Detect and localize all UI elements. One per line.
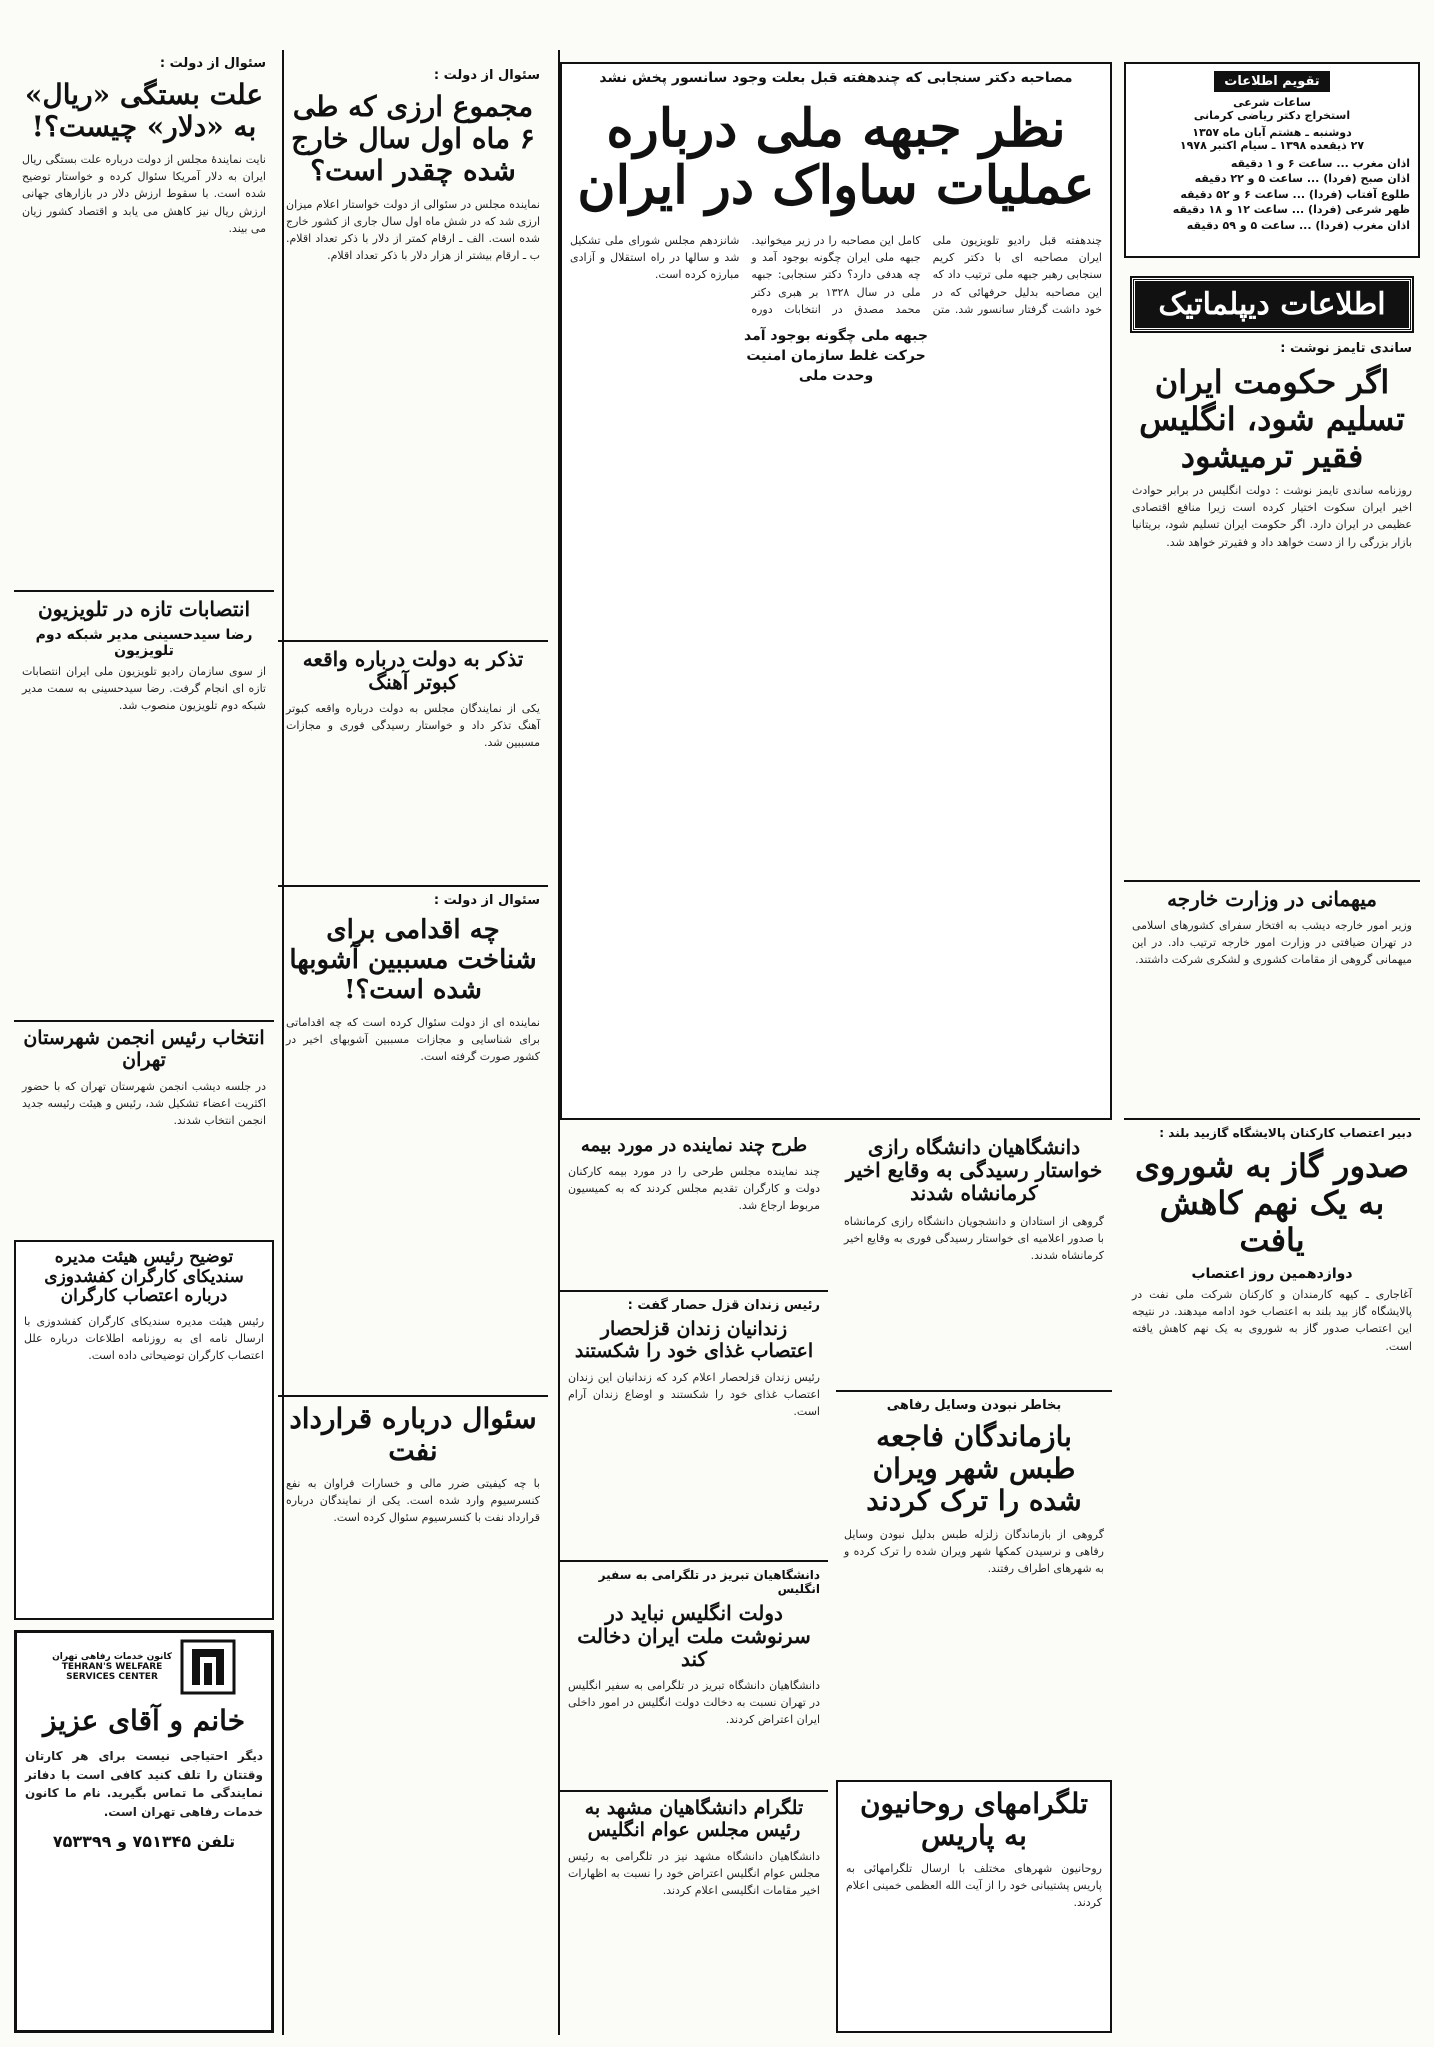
gas-article — [1124, 1118, 1420, 2033]
rial-kicker: سئوال از دولت : — [159, 56, 266, 71]
tabriz-kicker: دانشگاهیان تبریز در تلگرامی به سفیر انگلیس — [598, 1568, 820, 1596]
welfare-body: دیگر احتیاجی نیست برای هر کارتان وقتتان را تلف کنید کافی است با دفاتر نمایندگی ما تماس بگیرید. نام ما کانون خدمات رفاهی تهران است. — [25, 1749, 263, 1819]
oil-body: با چه کیفیتی ضرر مالی و خسارات فراوان به نفع کنسرسیوم وارد شده است. یکی از نمایندگان درباره قرارداد نفت با کنسرسیوم سئوال کرده است. — [286, 1477, 540, 1525]
calendar-source: ساعات شرعی استخراج دکتر ریاضی کرمانی — [1193, 96, 1351, 122]
razi-body: گروهی از استادان و دانشجویان دانشگاه رازی کرمانشاه با صدور اعلامیه ای خواستار رسیدگی فوری به وقایع اخیر کرمانشاه شدند. — [844, 1215, 1104, 1263]
currency-outflow-article — [278, 62, 548, 622]
calendar-times — [1134, 156, 1410, 233]
gas-kicker: دبیر اعتصاب کارکنان پالایشگاه گازبید بلند : — [1159, 1126, 1412, 1140]
column-rule — [282, 50, 284, 2035]
foreign-ministry-article — [1124, 880, 1420, 1070]
unrest-article — [278, 885, 548, 1385]
appointments-subhead: رضا سیدحسینی مدیر شبکه دوم تلویزیون — [35, 627, 253, 659]
prayer-time: ظهر شرعی (فردا) ... ساعت ۱۲ و ۱۸ دقیقه — [1172, 203, 1410, 217]
unrest-body: نماینده ای از دولت سئوال کرده است که چه اقداماتی برای شناسایی و مجازات مسببین آشوبهای اخیر در کشور صورت گرفته است. — [286, 1015, 540, 1063]
main-subhead-3: وحدت ملی — [798, 367, 874, 384]
tabriz-headline: دولت انگلیس نباید در سرنوشت ملت ایران دخالت کند — [577, 1601, 811, 1671]
oil-article — [278, 1395, 548, 2033]
kabutar-article — [278, 640, 548, 870]
appointments-body: از سوی سازمان رادیو تلویزیون ملی ایران انتصابات تازه ای انجام گرفت. رضا سیدحسینی به سمت مدیر شبکه دوم تلویزیون منصوب شد. — [22, 665, 266, 713]
main-story — [560, 62, 1112, 1120]
rial-headline: علت بستگی «ریال» به «دلار» چیست؟! — [24, 78, 264, 144]
diplomatic-banner: اطلاعات دیپلماتیک — [1132, 278, 1412, 331]
paris-body: روحانیون شهرهای مختلف با ارسال تلگرامهائی به پاریس پشتیبانی خود را از آیت الله العظمی خمینی اعلام کردند. — [846, 1862, 1102, 1910]
unrest-headline: چه اقدامی برای شناخت مسببین آشوبها شده است؟! — [289, 915, 537, 1005]
calendar-box — [1124, 62, 1420, 258]
prayer-time: طلوع آفتاب (فردا) ... ساعت ۶ و ۵۲ دقیقه — [1180, 187, 1410, 201]
rial-body: نایت نمایندهٔ مجلس از دولت درباره علت بستگی ریال ایران به دلار آمریکا سئوال کرده و خواستار توضیح شده است. با سقوط ارزش دلار در بازارهای جهانی ارزش ریال نیز کاهش می یابد و اقتصاد کشور زیان می بیند. — [22, 153, 266, 235]
insurance-headline: طرح چند نماینده در مورد بیمه — [580, 1135, 808, 1156]
diplomatic-body: روزنامه ساندی تایمز نوشت : دولت انگلیس در برابر حوادث اخیر ایران سکوت اختیار کرده است زیرا منافع اقتصادی عظیمی در ایران دارد. اگر حکومت ایران تسلیم شود، بریتانیا بازار بزرگی را از دست خواهد داد و فقیرتر خواهد شد. — [1132, 484, 1412, 549]
razi-headline: دانشگاهیان دانشگاه رازی خواستار رسیدگی به وقایع اخیر کرمانشاه شدند — [845, 1135, 1103, 1205]
diplomatic-section — [1124, 272, 1420, 782]
gas-headline: صدور گاز به شوروی به یک نهم کاهش یافت — [1134, 1147, 1410, 1259]
tabas-kicker: بخاطر نبودن وسایل رفاهی — [886, 1398, 1062, 1413]
foreign-ministry-body: وزیر امور خارجه دیشب به افتخار سفرای کشورهای اسلامی در تهران ضیافتی در وزارت امور خارجه ترتیب داد. در این میهمانی گروهی از مقامات کشوری و لشکری شرکت داشتند. — [1132, 919, 1412, 967]
razi-article — [836, 1130, 1112, 1380]
mashhad-article — [560, 1790, 828, 2033]
prison-kicker: رئیس زندان قزل حصار گفت : — [627, 1298, 820, 1313]
main-subhead-1: جبهه ملی چگونه بوجود آمد — [744, 327, 928, 344]
rial-article — [14, 50, 274, 580]
tehran-council-body: در جلسه دیشب انجمن شهرستان تهران که با حضور اکثریت اعضاء تشکیل شد، رئیس و هیئت رئیسه جدید انجمن انتخاب شدند. — [22, 1079, 266, 1127]
column-rule — [558, 50, 560, 2035]
prayer-time: اذان مغرب (فردا) ... ساعت ۵ و ۵۹ دقیقه — [1186, 218, 1410, 232]
tabriz-article — [560, 1560, 828, 1780]
gas-subhead: دوازدهمین روز اعتصاب — [1191, 1266, 1353, 1283]
currency-outflow-kicker: سئوال از دولت : — [433, 68, 540, 83]
mashhad-body: دانشگاهیان دانشگاه مشهد نیز در تلگرامی به رئیس مجلس عوام انگلیس اعتراض خود را نسبت به اظهارات اخیر مقامات انگلیسی اعلام کردند. — [568, 1849, 820, 1897]
prayer-time: اذان صبح (فردا) ... ساعت ۵ و ۲۲ دقیقه — [1194, 172, 1410, 186]
insurance-article — [560, 1130, 828, 1280]
unions-headline: توضیح رئیس هیئت مدیره سندیکای کارگران کفشدوزی درباره اعتصاب کارگران — [44, 1247, 244, 1307]
welfare-phone: تلفن ۷۵۱۳۴۵ و ۷۵۳۳۹۹ — [52, 1831, 236, 1851]
welfare-logo-caption: کانون خدمات رفاهی تهران TEHRAN'S WELFARE SERVICES CENTER — [52, 1652, 172, 1682]
tabas-article — [836, 1390, 1112, 1770]
kabutar-body: یکی از نمایندگان مجلس به دولت درباره واقعه کبوتر آهنگ تذکر داد و خواستار رسیدگی فوری و مجازات مسببین شد. — [286, 702, 540, 750]
unrest-kicker: سئوال از دولت : — [433, 893, 540, 908]
mashhad-headline: تلگرام دانشگاهیان مشهد به رئیس مجلس عوام انگلیس — [584, 1797, 804, 1841]
kabutar-headline: تذکر به دولت درباره واقعه کبوتر آهنگ — [302, 647, 524, 694]
foreign-ministry-headline: میهمانی در وزارت خارجه — [1167, 887, 1377, 911]
unions-article — [14, 1240, 274, 1620]
tehran-council-headline: انتخاب رئیس انجمن شهرستان تهران — [23, 1027, 265, 1071]
calendar-date: دوشنبه ـ هشتم آبان ماه ۱۳۵۷ ۲۷ ذیقعده ۱۳۹۸ ـ سیام اکتبر ۱۹۷۸ — [1179, 126, 1365, 152]
main-kicker: مصاحبه دکتر سنجابی که چندهفته قبل بعلت وجود سانسور پخش نشد — [599, 70, 1073, 86]
main-subhead-2: حرکت غلط سازمان امنیت — [746, 347, 926, 364]
appointments-article — [14, 590, 274, 1010]
paris-headline: تلگرامهای روحانیون به پاریس — [859, 1787, 1088, 1853]
prison-body: رئیس زندان قزلحصار اعلام کرد که زندانیان این زندان اعتصاب غذای خود را شکستند و اوضاع زندان آرام است. — [568, 1370, 820, 1418]
main-body: چندهفته قبل رادیو تلویزیون ملی ایران مصاحبه ای با دکتر کریم سنجابی رهبر جبهه ملی ترتیب داد که این مصاحبه بدلیل حرفهائی که در خود داشت گرفتار سانسور شد. متن کامل این مصاحبه را در زیر میخوانید. جبهه ملی ایران چگونه بوجود آمد و چه هدفی دارد؟ دکتر سنجابی: جبهه ملی در سال ۱۳۲۸ بر هبری دکتر محمد مصدق در انتخابات دوره شانزدهم مجلس شورای ملی تشکیل شد و سالها در راه استقلال و آزادی مبارزه کرده است. — [570, 234, 1102, 316]
insurance-body: چند نماینده مجلس طرحی را در مورد بیمه کارکنان دولت و کارگران تقدیم مجلس کردند که به کمیسیون مربوط ارجاع شد. — [568, 1164, 820, 1212]
diplomatic-headline: اگر حکومت ایران تسلیم شود، انگلیس فقیر ترمیشود — [1139, 363, 1405, 475]
tabas-headline: بازماندگان فاجعه طبس شهر ویران شده را ترک کردند — [866, 1420, 1082, 1518]
tabriz-body: دانشگاهیان دانشگاه تبریز در تلگرامی به سفیر انگلیس در تهران نسبت به دخالت دولت انگلیس در امور داخلی ایران اعتراض کردند. — [568, 1679, 820, 1727]
oil-headline: سئوال درباره قرارداد نفت — [289, 1402, 537, 1468]
tabas-body: گروهی از بازماندگان زلزله طبس بدلیل نبودن وسایل رفاهی و نرسیدن کمکها شهر ویران شده را ترک کرده و به شهرهای اطراف رفتند. — [844, 1527, 1104, 1575]
tehran-council-article — [14, 1020, 274, 1230]
main-headline: نظر جبهه ملی درباره عملیات ساواک در ایران — [577, 98, 1095, 217]
prison-article — [560, 1290, 828, 1550]
prayer-time: اذان مغرب ... ساعت ۶ و ۱ دقیقه — [1230, 157, 1410, 170]
paris-article — [836, 1780, 1112, 2033]
prison-headline: زندانیان زندان قزلحصار اعتصاب غذای خود را شکستند — [574, 1318, 814, 1362]
welfare-ad — [14, 1630, 274, 2033]
appointments-headline: انتصابات تازه در تلویزیون — [37, 597, 251, 621]
welfare-logo-icon — [180, 1639, 236, 1695]
calendar-badge: تقویم اطلاعات — [1214, 71, 1329, 92]
unions-body: رئیس هیئت مدیره سندیکای کارگران کفشدوزی با ارسال نامه ای به روزنامه اطلاعات درباره علل اعتصاب کارگران توضیحاتی داده است. — [24, 1314, 264, 1362]
currency-outflow-body: نماینده مجلس در سئوالی از دولت خواستار اعلام میزان ارزی شد که در شش ماه اول سال جاری از کشور خارج شده است. الف ـ ارقام کمتر از دلار با ذکر تعداد اقلام. ب ـ ارقام بیشتر از هزار دلار با ذکر تعداد اقلام. — [286, 197, 540, 262]
gas-body: آغاجاری ـ کیهه کارمندان و کارکنان شرکت ملی نفت در پالایشگاه گاز بید بلند به اعتصاب خود ادامه میدهند. در نتیجه این اعتصاب صدور گاز به شوروی به یک نهم کاهش یافته است. — [1132, 1288, 1412, 1353]
currency-outflow-headline: مجموع ارزی که طی ۶ ماه اول سال خارج شده چقدر است؟ — [291, 90, 535, 188]
welfare-headline: خانم و آقای عزیز — [42, 1704, 246, 1737]
diplomatic-source: ساندی تایمز نوشت : — [1280, 341, 1412, 356]
